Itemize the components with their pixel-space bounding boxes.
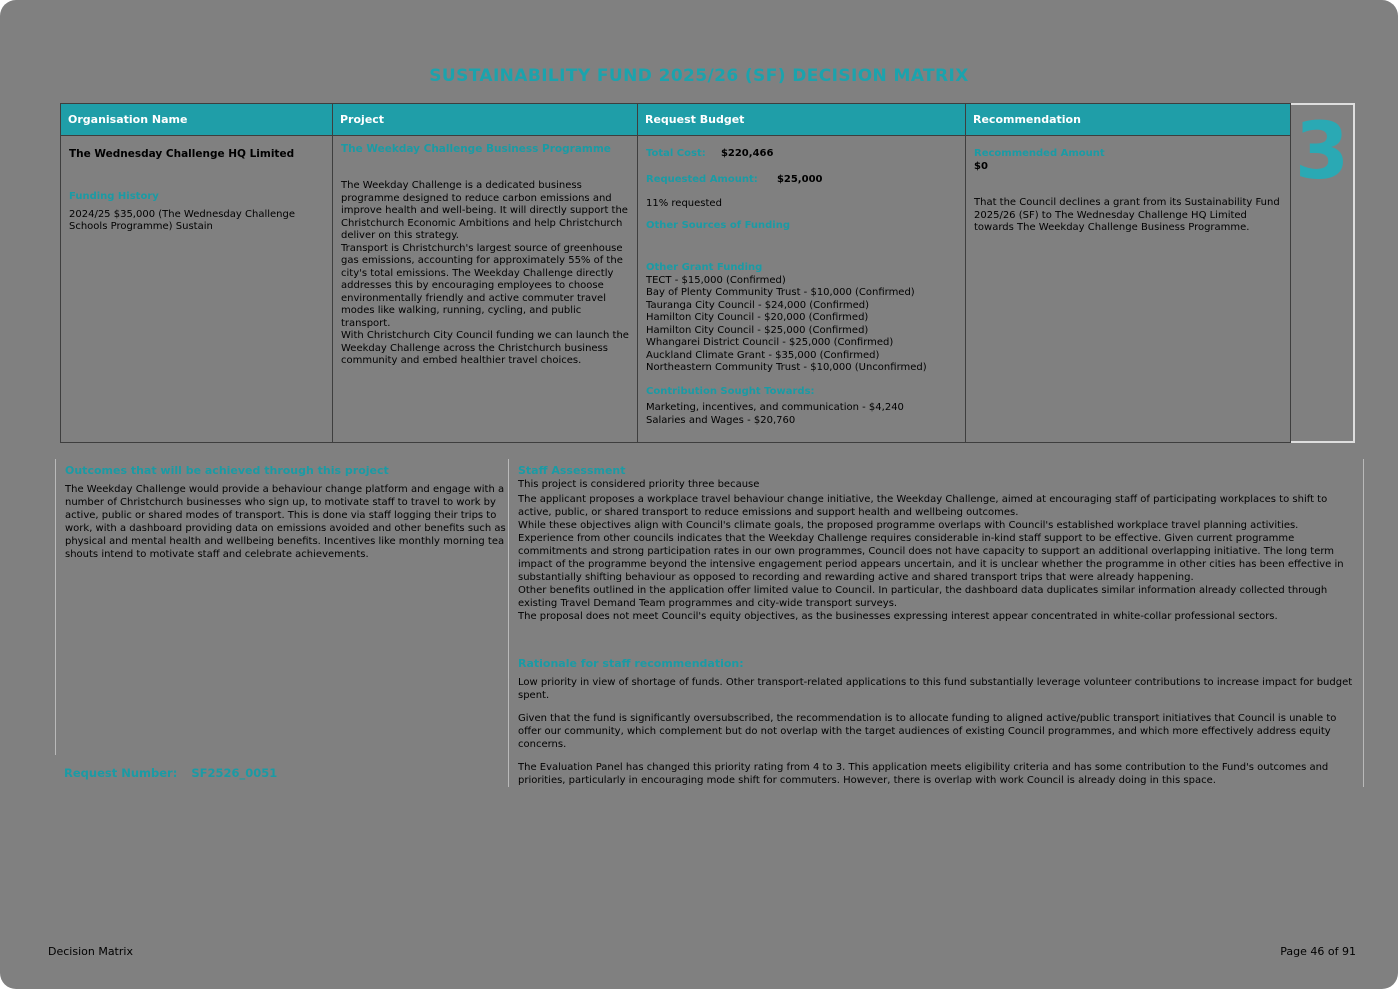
project-cell (333, 136, 638, 442)
list-item: With Christchurch City Council funding we can launch the Weekday Challenge across the Christchurch business community and embed healthier travel choices. (341, 330, 629, 367)
list-item: Whangarei District Council - $25,000 (Confirmed) (646, 337, 894, 348)
contribution-sought-label: Contribution Sought Towards: (646, 385, 815, 397)
footer-document-name: Decision Matrix (48, 945, 133, 958)
column-header-project: Project (333, 104, 638, 136)
list-item: Salaries and Wages - $20,760 (646, 414, 796, 426)
outcomes-heading: Outcomes that will be achieved through this project (65, 464, 389, 477)
list-item: Hamilton City Council - $25,000 (Confirmed) (646, 324, 869, 336)
request-number-value: SF2526_0051 (191, 766, 278, 780)
staff-assessment-intro: This project is considered priority three because (518, 479, 760, 490)
recommendation-cell (966, 136, 1290, 442)
organisation-name: The Wednesday Challenge HQ Limited (69, 148, 295, 160)
column-header-organisation: Organisation Name (61, 104, 333, 136)
outcomes-body: The Weekday Challenge would provide a behaviour change platform and engage with a number of Christchurch businesses who sign up, to motivate staff to travel to work by active, public or shared modes of transport. This is done via staff logging their trips to work, with a dashboard providing data on emissions avoided and other benefits such as physical and mental health and wellbeing benefits. Incentives like monthly morning tea shouts intend to motivate staff and celebrate achievements. (65, 484, 506, 560)
project-title: The Weekday Challenge Business Programme (341, 143, 611, 155)
list-item: Transport is Christchurch's largest source of greenhouse gas emissions, accounting for approximately 55% of the city's total emissions. The Weekday Challenge directly addresses this by encouraging employees to choose environmentally friendly and active commuter travel modes like walking, running, cycling, and public transport. (341, 242, 623, 329)
column-header-recommendation: Recommendation (966, 104, 1290, 136)
list-item: Given that the fund is significantly oversubscribed, the recommendation is to allocate funding to aligned active/public transport initiatives that Council is unable to offer our community, which complement but do not overlap with the target audiences of existing Council programmes, and which more effectively address equity concerns. (518, 713, 1337, 750)
list-item: The Evaluation Panel has changed this priority rating from 4 to 3. This application meets eligibility criteria and has some contribution to the Fund's outcomes and priorities, particularly in encouraging mode shift for commuters. However, there is overlap with work Council is already doing in this space. (518, 762, 1329, 786)
organisation-cell (61, 136, 333, 442)
recommendation-text: That the Council declines a grant from its Sustainability Fund 2025/26 (SF) to The Wednesday Challenge HQ Limited towards The Weekday Challenge Business Programme. (974, 197, 1280, 233)
total-cost-line (646, 148, 957, 161)
other-sources-label: Other Sources of Funding (646, 219, 790, 231)
request-number (64, 766, 277, 780)
percent-requested: 11% requested (646, 198, 722, 209)
list-item: Tauranga City Council - $24,000 (Confirmed) (646, 299, 869, 311)
other-grant-funding-label: Other Grant Funding (646, 262, 763, 273)
total-cost-value: $220,466 (720, 148, 774, 159)
list-item: Other benefits outlined in the application offer limited value to Council. In particular, the dashboard data duplicates similar information already collected through existing Travel Demand Team programmes and city-wide transport surveys. (518, 585, 1328, 609)
page-title: SUSTAINABILITY FUND 2025/26 (SF) DECISION MATRIX (429, 66, 969, 86)
matrix-grid (60, 103, 1291, 443)
list-item: TECT - $15,000 (Confirmed) (646, 274, 786, 286)
footer-page-number: Page 46 of 91 (1280, 945, 1356, 958)
total-cost-label: Total Cost: (646, 148, 706, 159)
list-item: The applicant proposes a workplace travel behaviour change initiative, the Weekday Challenge, aimed at encouraging staff of participating workplaces to shift to active, public, or shared transport to reduce emissions and support health and wellbeing outcomes. (518, 494, 1328, 518)
request-number-label: Request Number: (64, 766, 178, 780)
priority-rating-cell (1291, 103, 1355, 443)
list-item: Northeastern Community Trust - $10,000 (Unconfirmed) (646, 362, 927, 373)
requested-amount-line (646, 174, 957, 187)
list-item: The proposal does not meet Council's equity objectives, as the businesses expressing interest appear concentrated in white-collar professional sectors. (518, 611, 1278, 622)
list-item: Bay of Plenty Community Trust - $10,000 (Confirmed) (646, 287, 915, 298)
list-item: The Weekday Challenge is a dedicated business programme designed to reduce carbon emissions and improve health and well-being. It will directly support the Christchurch Economic Ambitions and help Christchurch deliver on this strategy. (341, 180, 628, 242)
requested-amount-label: Requested Amount: (646, 173, 758, 185)
other-grant-funding-list (646, 275, 957, 375)
recommended-amount-label: Recommended Amount (974, 148, 1105, 159)
staff-assessment-section (508, 459, 1364, 787)
column-header-request-budget: Request Budget (638, 104, 966, 136)
rationale-paragraphs (518, 676, 1353, 787)
list-item: Low priority in view of shortage of funds. Other transport-related applications to this fund substantially leverage volunteer contributions to increase impact for budget spent. (518, 677, 1353, 701)
outcomes-section (55, 459, 507, 755)
list-item: While these objectives align with Council's climate goals, the proposed programme overlaps with Council's established workplace travel planning activities. Experience from other councils indicates that the Weekday Challenge requires considerable in-kind staff support to be effective. Given current programme commitments and strong participation rates in our own programmes, Council does not have capacity to support an additional overlapping initiative. The long term impact of the programme beyond the intensive engagement period appears uncertain, and it is unclear whether the programme in other cities has been effective in substantially shifting behaviour as opposed to recording and rewarding active and shared transport trips that were already happening. (518, 520, 1344, 583)
rationale-heading: Rationale for staff recommendation: (518, 657, 744, 670)
staff-assessment-heading: Staff Assessment (518, 464, 626, 477)
decision-matrix-table (60, 103, 1355, 443)
recommended-amount-value: $0 (974, 160, 988, 172)
funding-history-text: 2024/25 $35,000 (The Wednesday Challenge Schools Programme) Sustain (69, 208, 296, 233)
list-item: Hamilton City Council - $20,000 (Confirmed) (646, 312, 869, 323)
contribution-list (646, 402, 957, 427)
request-budget-cell (638, 136, 966, 442)
requested-amount-value: $25,000 (776, 173, 823, 185)
priority-rating-number: 3 (1294, 107, 1350, 197)
list-item: Marketing, incentives, and communication - $4,240 (646, 402, 904, 413)
staff-assessment-paragraphs (518, 493, 1353, 623)
project-description (341, 180, 629, 368)
list-item: Auckland Climate Grant - $35,000 (Confirmed) (646, 349, 880, 361)
funding-history-label: Funding History (69, 191, 159, 203)
